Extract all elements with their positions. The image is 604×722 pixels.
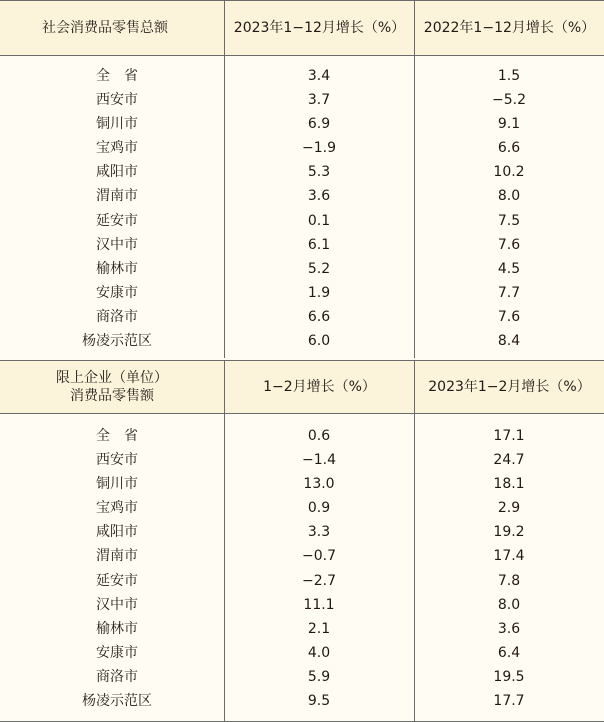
growth-value-1: 0.9 — [307, 500, 331, 517]
column-divider — [224, 414, 225, 721]
region-name: 宝鸡市 — [96, 500, 138, 517]
growth-value-2: 17.7 — [493, 693, 525, 710]
column-divider — [224, 56, 225, 358]
region-name: 安康市 — [96, 284, 138, 301]
column-divider — [414, 56, 415, 358]
growth-value-1: 5.9 — [307, 668, 331, 685]
growth-value-2: 17.1 — [493, 428, 525, 444]
table-row — [0, 689, 604, 713]
growth-value-1: −1.4 — [302, 452, 336, 469]
region-name: 铜川市 — [96, 476, 138, 493]
growth-value-1: 0.6 — [307, 428, 331, 444]
growth-value-1: 3.7 — [307, 92, 331, 109]
growth-value-2: 2.9 — [497, 500, 521, 517]
growth-value-2: 6.6 — [497, 140, 521, 157]
table-row — [0, 641, 604, 665]
growth-value-2: 18.1 — [493, 476, 525, 493]
growth-value-1: −0.7 — [302, 548, 336, 565]
region-name: 商洛市 — [96, 308, 138, 325]
growth-value-1: 6.6 — [307, 308, 331, 325]
table-row — [0, 184, 604, 208]
growth-value-2: 7.6 — [497, 308, 521, 325]
region-name: 渭南市 — [96, 548, 138, 565]
growth-value-1: 4.0 — [307, 644, 331, 661]
above-quota-table-body — [0, 424, 604, 713]
region-name: 汉中市 — [96, 596, 138, 613]
table-row — [0, 257, 604, 281]
growth-value-2: 6.4 — [497, 644, 521, 661]
header-indicator-line2: 消费品零售额 — [70, 388, 154, 404]
table-row — [0, 472, 604, 496]
region-name: 全 省 — [96, 428, 138, 444]
growth-value-1: 6.9 — [307, 116, 331, 133]
table-row — [0, 136, 604, 160]
region-name: 汉中市 — [96, 236, 138, 253]
growth-value-2: 3.6 — [497, 620, 521, 637]
growth-value-1: 6.0 — [307, 333, 331, 350]
growth-value-2: 10.2 — [493, 164, 525, 181]
growth-value-1: 0.1 — [307, 212, 331, 229]
growth-value-2: 1.5 — [497, 68, 521, 84]
column-divider — [414, 414, 415, 721]
table-row — [0, 448, 604, 472]
growth-value-1: 9.5 — [307, 693, 331, 710]
growth-value-2: 8.4 — [497, 333, 521, 350]
growth-value-2: 19.5 — [493, 668, 525, 685]
table-row — [0, 64, 604, 88]
growth-value-2: 17.4 — [493, 548, 525, 565]
growth-value-2: 19.2 — [493, 524, 525, 541]
region-name: 铜川市 — [96, 116, 138, 133]
table-row — [0, 305, 604, 329]
table-row — [0, 520, 604, 544]
growth-value-2: 8.0 — [497, 596, 521, 613]
table-row — [0, 329, 604, 353]
header-2023-growth: 2023年1−12月增长（%） — [224, 1, 414, 55]
region-name: 渭南市 — [96, 188, 138, 205]
header-indicator-line1: 限上企业（单位） — [56, 370, 168, 386]
growth-value-2: 8.0 — [497, 188, 521, 205]
growth-value-2: 7.5 — [497, 212, 521, 229]
retail-sales-table-body — [0, 64, 604, 353]
table-row — [0, 593, 604, 617]
growth-value-1: 6.1 — [307, 236, 331, 253]
table-row — [0, 665, 604, 689]
header-2023-jan-feb-growth: 2023年1−2月增长（%） — [414, 361, 604, 413]
region-name: 西安市 — [96, 452, 138, 469]
region-name: 西安市 — [96, 92, 138, 109]
region-name: 杨凌示范区 — [82, 693, 152, 710]
header-2022-growth: 2022年1−12月增长（%） — [414, 1, 604, 55]
table-row — [0, 424, 604, 448]
region-name: 宝鸡市 — [96, 140, 138, 157]
growth-value-2: −5.2 — [492, 92, 526, 109]
growth-value-1: 1.9 — [307, 284, 331, 301]
header-indicator-2 — [0, 361, 224, 413]
table-row — [0, 544, 604, 568]
retail-sales-table-header — [0, 0, 604, 56]
growth-value-2: 7.6 — [497, 236, 521, 253]
growth-value-1: 3.4 — [307, 68, 331, 84]
growth-value-1: −1.9 — [302, 140, 336, 157]
above-quota-table-header — [0, 360, 604, 414]
growth-value-1: 3.6 — [307, 188, 331, 205]
region-name: 咸阳市 — [96, 524, 138, 541]
table-row — [0, 281, 604, 305]
table-row — [0, 233, 604, 257]
table-row — [0, 496, 604, 520]
table-row — [0, 209, 604, 233]
table-row — [0, 617, 604, 641]
table-row — [0, 160, 604, 184]
growth-value-1: 5.2 — [307, 260, 331, 277]
table-row — [0, 569, 604, 593]
growth-value-2: 7.8 — [497, 572, 521, 589]
region-name: 榆林市 — [96, 260, 138, 277]
growth-value-2: 9.1 — [497, 116, 521, 133]
growth-value-2: 24.7 — [493, 452, 525, 469]
growth-value-1: 11.1 — [303, 596, 335, 613]
header-indicator: 社会消费品零售总额 — [42, 20, 168, 36]
region-name: 榆林市 — [96, 620, 138, 637]
growth-value-1: 13.0 — [303, 476, 335, 493]
table-row — [0, 88, 604, 112]
growth-value-1: 5.3 — [307, 164, 331, 181]
region-name: 全 省 — [96, 68, 138, 84]
growth-value-1: 3.3 — [307, 524, 331, 541]
region-name: 安康市 — [96, 644, 138, 661]
table-row — [0, 112, 604, 136]
region-name: 杨凌示范区 — [82, 333, 152, 350]
region-name: 商洛市 — [96, 668, 138, 685]
above-quota-table — [0, 360, 604, 722]
region-name: 延安市 — [96, 212, 138, 229]
growth-value-1: −2.7 — [302, 572, 336, 589]
growth-value-2: 7.7 — [497, 284, 521, 301]
growth-value-2: 4.5 — [497, 260, 521, 277]
header-jan-feb-growth: 1−2月增长（%） — [224, 361, 414, 413]
growth-value-1: 2.1 — [307, 620, 331, 637]
retail-sales-table — [0, 0, 604, 360]
region-name: 延安市 — [96, 572, 138, 589]
region-name: 咸阳市 — [96, 164, 138, 181]
